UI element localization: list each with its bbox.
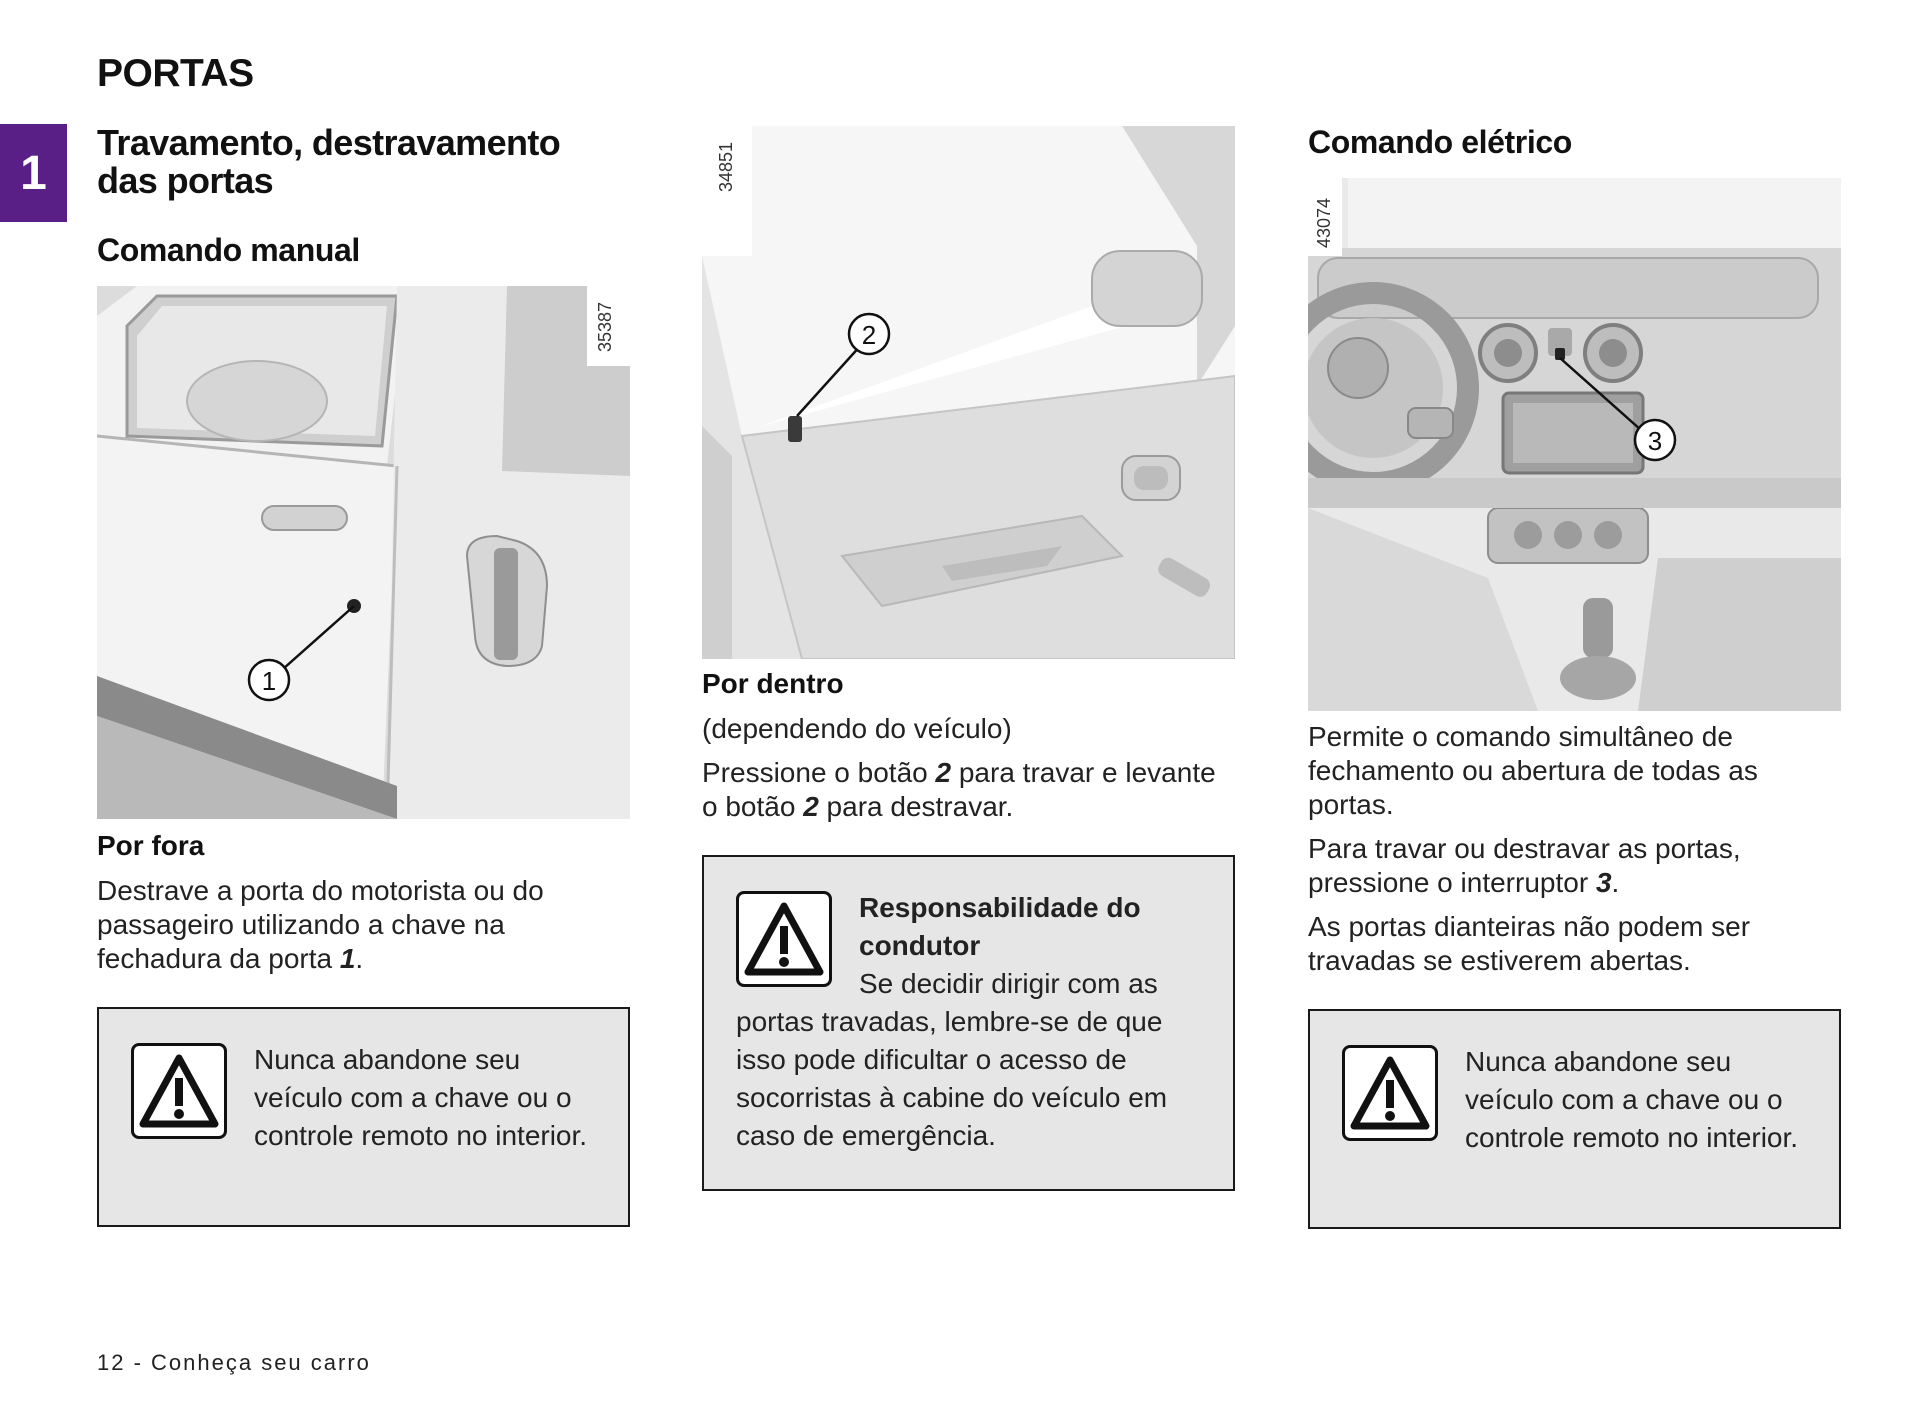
inside-ref: 2 bbox=[935, 757, 952, 788]
figure-code: 34851 bbox=[716, 141, 736, 192]
outside-heading: Por fora bbox=[97, 830, 205, 861]
callout-3-label: 3 bbox=[1647, 426, 1663, 456]
callout-1-label: 1 bbox=[261, 666, 277, 696]
dashboard-figure bbox=[1308, 178, 1841, 711]
inside-note: (dependendo do veículo) bbox=[702, 713, 1012, 744]
warning-box bbox=[1308, 1009, 1841, 1229]
warning-box bbox=[97, 1007, 630, 1227]
outside-paragraph bbox=[97, 874, 617, 976]
inside-text: para destravar. bbox=[818, 791, 1014, 822]
inside-heading: Por dentro bbox=[702, 668, 844, 699]
warning-text: Nunca abandone seu veículo com a chave ou o controle remoto no interior. bbox=[1465, 1046, 1799, 1153]
figure-code: 43074 bbox=[1314, 197, 1334, 248]
inside-paragraph bbox=[702, 756, 1222, 824]
figure-code: 35387 bbox=[595, 301, 615, 352]
electric-paragraph-2 bbox=[1308, 832, 1828, 900]
interior-door-figure bbox=[702, 126, 1235, 659]
inside-text: Pressione o botão bbox=[702, 757, 936, 788]
electric-control-heading: Comando elétrico bbox=[1308, 124, 1572, 160]
electric-text-end: . bbox=[1611, 867, 1620, 898]
exterior-door-illustration bbox=[97, 286, 630, 819]
outside-text: Destrave a porta do motorista ou do passageiro utilizando a chave na fechadura da porta bbox=[97, 875, 544, 974]
warning-text: Nunca abandone seu veículo com a chave ou o controle remoto no interior. bbox=[254, 1044, 588, 1151]
electric-ref: 3 bbox=[1595, 867, 1612, 898]
electric-paragraph-1: Permite o comando simultâneo de fechamento ou abertura de todas as portas. bbox=[1308, 721, 1758, 820]
responsibility-warning-box bbox=[702, 855, 1235, 1191]
callout-2-label: 2 bbox=[861, 320, 877, 350]
outside-text-end: . bbox=[355, 943, 364, 974]
exterior-door-figure bbox=[97, 286, 630, 819]
manual-control-heading: Comando manual bbox=[97, 232, 360, 268]
warning-title: Responsabilidade do condutor bbox=[859, 892, 1141, 961]
page-title: PORTAS bbox=[97, 52, 254, 95]
chapter-tab: 1 bbox=[0, 124, 67, 222]
inside-text: para travar e levante o botão bbox=[702, 757, 1216, 822]
section-heading-line2: das portas bbox=[97, 160, 274, 201]
warning-text: Se decidir dirigir com as portas travadas, lembre-se de que isso pode dificultar o acesso de socorristas à cabine do veículo em caso de emergência. bbox=[736, 968, 1168, 1151]
inside-ref: 2 bbox=[803, 791, 819, 822]
electric-paragraph-3: As portas dianteiras não podem ser travadas se estiverem abertas. bbox=[1308, 911, 1751, 976]
dashboard-illustration bbox=[1308, 178, 1841, 711]
warning-triangle-icon bbox=[131, 1043, 227, 1139]
section-heading-line1: Travamento, destravamento bbox=[97, 122, 561, 163]
interior-door-illustration bbox=[702, 126, 1235, 659]
page-footer: 12 - Conheça seu carro bbox=[97, 1350, 371, 1375]
section-heading bbox=[97, 124, 617, 200]
electric-text: Para travar ou destravar as portas, pressione o interruptor bbox=[1308, 833, 1741, 898]
warning-triangle-icon bbox=[1342, 1045, 1438, 1141]
outside-ref: 1 bbox=[339, 943, 356, 974]
